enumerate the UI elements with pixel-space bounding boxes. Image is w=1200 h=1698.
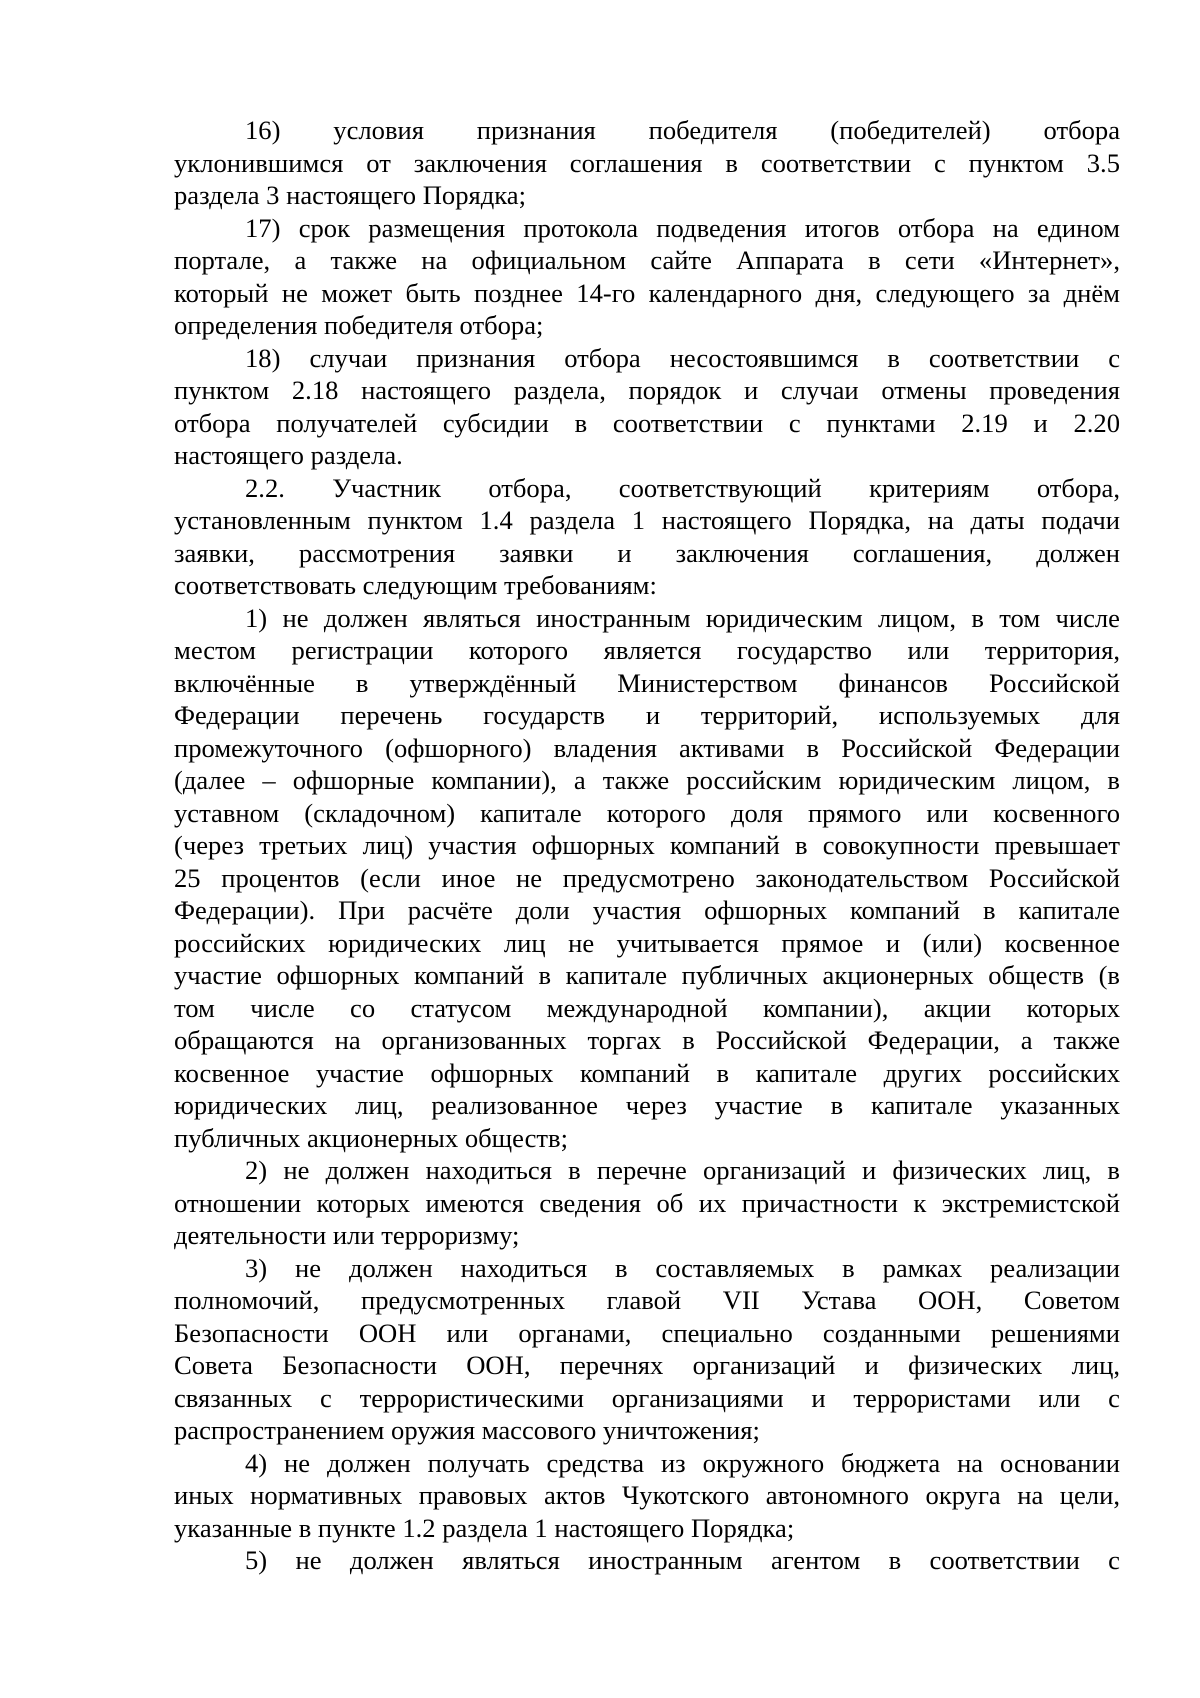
text-line: (далее – офшорные компании), а также российским юридическим лицом, в <box>174 765 1120 795</box>
text-line: 4) не должен получать средства из окружного бюджета на основании <box>245 1447 1120 1478</box>
text-line: 17) срок размещения протокола подведения итогов отбора на едином <box>245 212 1120 243</box>
text-line: российских юридических лиц не учитывается прямое и (или) косвенное <box>174 927 1120 958</box>
text-line: уклонившимся от заключения соглашения в соответствии с пунктом 3.5 <box>174 147 1120 178</box>
text-line: косвенное участие офшорных компаний в капитале других российских <box>174 1057 1120 1088</box>
text-line: 3) не должен находиться в составляемых в рамках реализации <box>245 1252 1120 1283</box>
text-line: (через третьих лиц) участия офшорных компаний в совокупности превышает <box>174 830 1120 860</box>
text-line: промежуточного (офшорного) владения активами в Российской Федерации <box>174 732 1120 763</box>
text-line: юридических лиц, реализованное через участие в капитале указанных <box>174 1090 1120 1120</box>
text-line: Безопасности ООН или органами, специально созданными решениями <box>174 1317 1120 1348</box>
text-line: определения победителя отбора; <box>174 310 544 340</box>
text-line: 2.2. Участник отбора, соответствующий критериям отбора, <box>245 472 1120 503</box>
text-line: соответствовать следующим требованиям: <box>174 570 657 600</box>
text-line: публичных акционерных обществ; <box>174 1122 568 1153</box>
text-line: заявки, рассмотрения заявки и заключения соглашения, должен <box>174 537 1120 568</box>
text-line: участие офшорных компаний в капитале публичных акционерных обществ (в <box>174 960 1120 990</box>
text-line: портале, а также на официальном сайте Аппарата в сети «Интернет», <box>174 245 1120 275</box>
text-line: указанные в пункте 1.2 раздела 1 настоящего Порядка; <box>174 1512 795 1543</box>
text-line: полномочий, предусмотренных главой VII Устава ООН, Советом <box>174 1285 1120 1315</box>
text-line: отношении которых имеются сведения об их причастности к экстремистской <box>174 1187 1120 1218</box>
text-line: который не может быть позднее 14-го календарного дня, следующего за днём <box>174 277 1120 308</box>
text-line: Федерации перечень государств и территорий, используемых для <box>174 700 1120 730</box>
text-line: 1) не должен являться иностранным юридическим лицом, в том числе <box>245 602 1120 633</box>
text-line: уставном (складочном) капитале которого доля прямого или косвенного <box>174 797 1120 828</box>
text-line: включённые в утверждённый Министерством финансов Российской <box>174 667 1120 698</box>
text-line: 2) не должен находиться в перечне организаций и физических лиц, в <box>245 1155 1120 1185</box>
text-line: распространением оружия массового уничтожения; <box>174 1415 760 1445</box>
text-line: деятельности или терроризму; <box>174 1220 520 1250</box>
text-line: установленным пунктом 1.4 раздела 1 настоящего Порядка, на даты подачи <box>174 505 1120 535</box>
text-line: местом регистрации которого является государство или территория, <box>174 635 1120 665</box>
text-line: том числе со статусом международной компании), акции которых <box>174 992 1120 1023</box>
text-line: Федерации). При расчёте доли участия офшорных компаний в капитале <box>174 895 1120 925</box>
text-line: отбора получателей субсидии в соответствии с пунктами 2.19 и 2.20 <box>174 407 1120 438</box>
text-line: иных нормативных правовых актов Чукотского автономного округа на цели, <box>174 1480 1120 1510</box>
text-line: обращаются на организованных торгах в Российской Федерации, а также <box>174 1025 1120 1055</box>
text-line: 5) не должен являться иностранным агентом в соответствии с <box>245 1545 1120 1575</box>
text-line: связанных с террористическими организациями и террористами или с <box>174 1382 1120 1413</box>
text-line: Совета Безопасности ООН, перечнях организаций и физических лиц, <box>174 1350 1120 1380</box>
text-line: пунктом 2.18 настоящего раздела, порядок и случаи отмены проведения <box>174 375 1120 405</box>
text-line: настоящего раздела. <box>174 440 403 470</box>
text-line: 16) условия признания победителя (победителей) отбора <box>245 115 1120 145</box>
text-line: 25 процентов (если иное не предусмотрено законодательством Российской <box>174 862 1120 893</box>
document-body <box>174 114 1120 1577</box>
text-line: 18) случаи признания отбора несостоявшимся в соответствии с <box>245 342 1120 373</box>
text-line: раздела 3 настоящего Порядка; <box>174 180 527 210</box>
